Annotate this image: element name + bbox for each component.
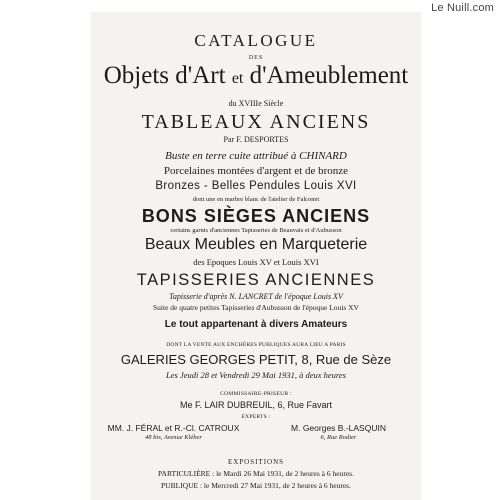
catalogue-page [91, 12, 421, 500]
sale-venue: GALERIES GEORGES PETIT, 8, Rue de Sèze [120, 352, 392, 367]
expert-left-addr: 48 bis, Avenue Kléber [145, 434, 202, 441]
sieges-title: BONS SIÈGES ANCIENS [141, 206, 371, 226]
tapisseries-suite: Suite de quatre petites Tapisseries d'Aubusson de l'époque Louis XV [153, 303, 359, 312]
experts-names-row [91, 424, 421, 433]
tableaux-by: Par F. DESPORTES [223, 135, 289, 144]
auctioneer-label: COMMISSAIRE-PRISEUR : [220, 391, 292, 397]
expert-right-addr: 6, Rue Rodier [320, 434, 357, 441]
auctioneer-name: Me F. LAIR DUBREUIL, 6, Rue Favart [179, 400, 333, 410]
experts-label: EXPERTS : [241, 414, 271, 420]
expert-left-name: MM. J. FÉRAL et R.-Cl. CATROUX [107, 423, 240, 433]
meubles-sub: des Epoques Louis XV et Louis XVI [193, 257, 319, 267]
sieges-note: certains garnis d'anciennes Tapisseries de Beauvais et d'Aubusson [170, 227, 342, 234]
title-part1: Objets d'Art [103, 62, 226, 89]
exposition-particuliere: PARTICULIÈRE : le Mardi 26 Mai 1931, de 2 heures à 6 heures. [158, 469, 354, 478]
catalogue-heading: CATALOGUE [194, 31, 318, 50]
exposition-publique: PUBLIQUE : le Mercredi 27 Mai 1931, de 2 heures à 6 heures. [161, 481, 351, 490]
watermark: Le Nuill.com [431, 2, 494, 14]
century-line: du XVIIIe Siècle [228, 99, 284, 108]
expert-right-name: M. Georges B.-LASQUIN [291, 423, 386, 433]
amateurs-line: Le tout appartenant à divers Amateurs [164, 319, 348, 330]
expositions-title: EXPOSITIONS [227, 458, 285, 466]
porcelaines-line: Porcelaines montées d'argent et de bronze [163, 165, 349, 177]
sale-dates: Les Jeudi 28 et Vendredi 29 Mai 1931, à deux heures [166, 370, 346, 380]
tapisseries-title: TAPISSERIES ANCIENNES [136, 271, 376, 289]
meubles-title: Beaux Meubles en Marqueterie [144, 236, 368, 253]
experts-addr-row [91, 435, 421, 442]
tableaux-title: TABLEAUX ANCIENS [141, 111, 371, 133]
tapisseries-lancret: Tapisserie d'après N. LANCRET de l'époque Louis XV [169, 292, 343, 301]
des-label: DES [248, 55, 264, 61]
title-et: et [231, 70, 244, 87]
buste-line: Buste en terre cuite attribué à CHINARD [165, 150, 347, 162]
sale-intro: DONT LA VENTE AUX ENCHÈRES PUBLIQUES AURA LIEU A PARIS [166, 342, 346, 348]
title-part2: d'Ameublement [249, 62, 409, 89]
bronzes-note: dont une en marbre blanc de l'atelier de Falconet [192, 196, 320, 203]
main-title [91, 63, 421, 88]
bronzes-line: Bronzes - Belles Pendules Louis XVI [155, 180, 357, 192]
